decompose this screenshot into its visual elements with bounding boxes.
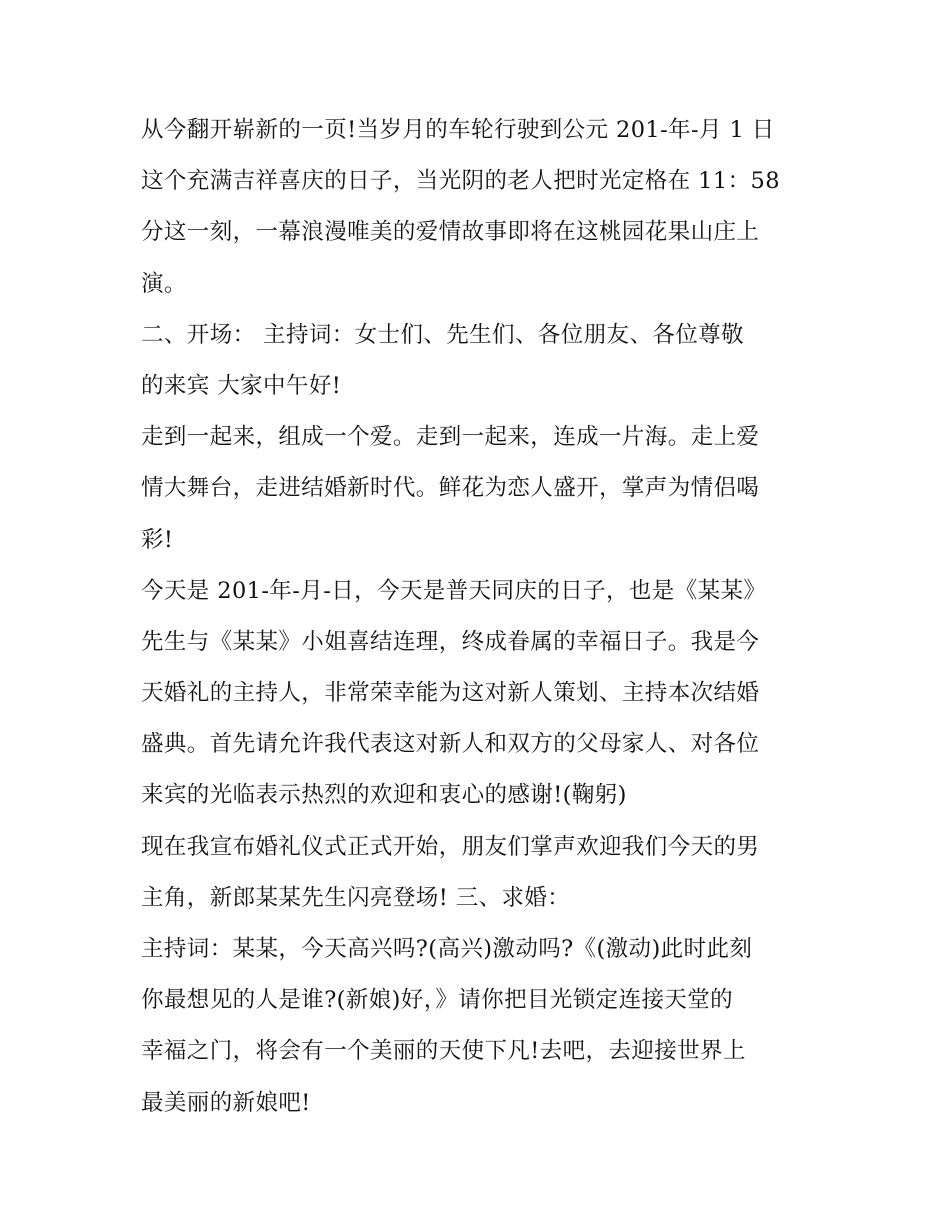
text-line: 盛典。首先请允许我代表这对新人和双方的父母家人、对各位 — [141, 731, 760, 758]
text-line: 分这一刻，一幕浪漫唯美的爱情故事即将在这桃园花果山庄上 — [141, 219, 760, 246]
text-line: 从今翻开崭新的一页!当岁月的车轮行驶到公元 201-年-月 1 日 — [141, 117, 775, 143]
text-line: 彩! — [141, 526, 174, 553]
text-line: 演。 — [141, 270, 187, 297]
text-line: 最美丽的新娘吧! — [141, 1089, 311, 1116]
text-line: 你最想见的人是谁?(新娘)好，》请你把目光锁定连接天堂的 — [141, 987, 734, 1014]
text-line: 今天是 201-年-月-日，今天是普天同庆的日子，也是《某某》 — [141, 577, 767, 604]
text-line: 先生与《某某》小姐喜结连理，终成眷属的幸福日子。我是今 — [141, 628, 760, 655]
text-line: 来宾的光临表示热烈的欢迎和衷心的感谢!(鞠躬) — [141, 782, 627, 809]
text-line: 现在我宣布婚礼仪式正式开始，朋友们掌声欢迎我们今天的男 — [141, 833, 760, 860]
text-line: 走到一起来，组成一个爱。走到一起来，连成一片海。走上爱 — [141, 424, 760, 451]
text-line: 二、开场： 主持词：女士们、先生们、各位朋友、各位尊敬 — [141, 321, 744, 348]
text-line: 主持词：某某，今天高兴吗?(高兴)激动吗?《(激动)此时此刻 — [141, 936, 753, 962]
text-line: 幸福之门，将会有一个美丽的天使下凡!去吧，去迎接世界上 — [141, 1038, 746, 1065]
text-line: 的来宾 大家中午好! — [141, 372, 342, 399]
text-line: 这个充满吉祥喜庆的日子，当光阴的老人把时光定格在 11：58 — [141, 168, 780, 195]
text-line: 情大舞台，走进结婚新时代。鲜花为恋人盛开，掌声为情侣喝 — [141, 475, 760, 502]
text-line: 天婚礼的主持人，非常荣幸能为这对新人策划、主持本次结婚 — [141, 680, 760, 707]
text-line: 主角，新郎某某先生闪亮登场! 三、求婚： — [141, 884, 571, 911]
